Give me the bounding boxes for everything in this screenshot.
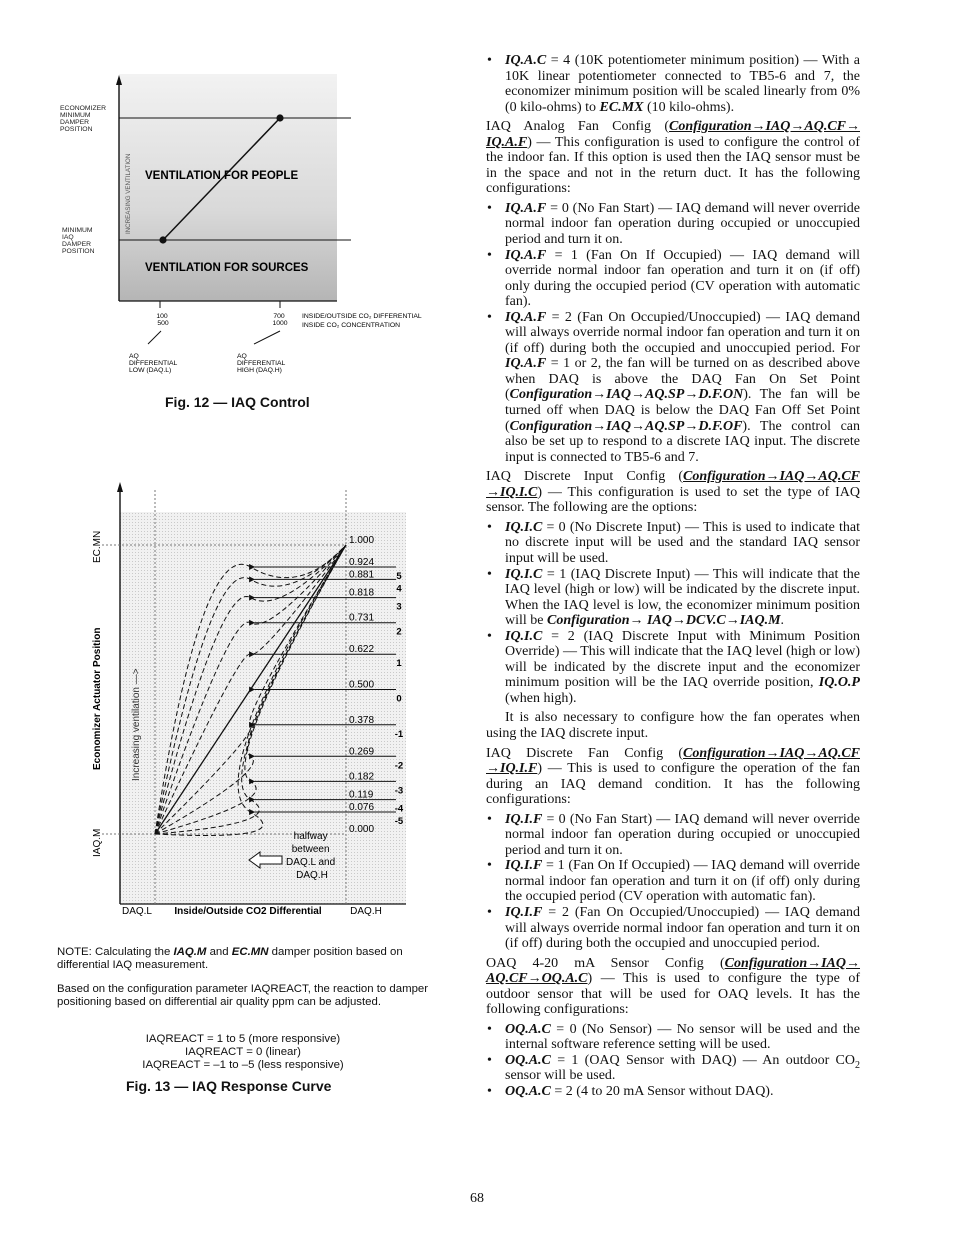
fig13-ecmn-label: EC.MN bbox=[92, 530, 103, 563]
fig13-x-title: Inside/Outside CO2 Differential bbox=[174, 906, 322, 917]
iaqreact-label-3: 3 bbox=[396, 601, 402, 613]
tick-label-6: 0.500 bbox=[349, 679, 375, 691]
tick-label-1: 0.924 bbox=[349, 556, 375, 568]
note-text-c: and bbox=[206, 946, 232, 958]
heading-iaq-analog-fan: IAQ Analog Fan Config (Configuration→IAQ→AQ.CF→ IQ.A.F) — This configuration is used to configure the control of the indoor fan. If this option is used then the IAQ sensor must be in the space and not in the return duct. It has the following configurations: bbox=[486, 119, 860, 197]
tick-label-12: 0.000 bbox=[349, 824, 375, 835]
iaqreact-label-0: 0 bbox=[396, 693, 402, 705]
tick-label-9: 0.182 bbox=[349, 771, 375, 783]
fig13-increasing-ventilation: Increasing ventilation —> bbox=[131, 668, 142, 781]
tick-label-2: 0.881 bbox=[349, 569, 375, 581]
list-iqac bbox=[486, 53, 860, 115]
list-iqaf bbox=[486, 201, 860, 465]
fig12-x-label: INSIDE/OUTSIDE CO₂ DIFFERENTIAL INSIDE CO₂ CONCENTRATION bbox=[302, 313, 422, 329]
fig12-tick-low-label: 100 500 bbox=[156, 313, 169, 327]
list-oqac bbox=[486, 1022, 860, 1100]
paragraph-fan-note: It is also necessary to configure how the fan operates when using the IAQ discrete input. bbox=[486, 710, 860, 741]
list-item-oqac-0: • OQ.A.C = 0 (No Sensor) — No sensor will be used and the internal software reference setting will be used. bbox=[486, 1022, 860, 1053]
fig13-iaqm-label: IAQ.M bbox=[92, 828, 103, 857]
list-item-oqac-1: • OQ.A.C = 1 (OAQ Sensor with DAQ) — An outdoor $CO_2$ sensor will be used. bbox=[486, 1053, 860, 1084]
iaqreact-label-2: 2 bbox=[396, 626, 402, 638]
list-item-oqac-2: • OQ.A.C = 2 (4 to 20 mA Sensor without DAQ). bbox=[486, 1084, 860, 1100]
list-item-iqac-4: • IQ.A.C = 4 (10K potentiometer minimum position) — With a 10K linear potentiometer connected to TB5-6 and 7, the economizer minimum position will be scaled linearly from 0% (0 kilo-ohms) to EC.MX (10 kilo-ohms). bbox=[486, 53, 860, 115]
tick-label-11: 0.076 bbox=[349, 802, 375, 814]
iaqreact-line-2: IAQREACT = 0 (linear) bbox=[185, 1046, 301, 1058]
list-item-iqic-1: • IQ.I.C = 1 (IAQ Discrete Input) — This will indicate that the IAQ level (high or low) will be indicated by the discrete input. When the IAQ level is low, the economizer minimum position will be Configuration→ IAQ→DCV.C→IAQ.M. bbox=[486, 567, 860, 629]
list-item-iqaf-1: • IQ.A.F = 1 (Fan On If Occupied) — IAQ demand will override normal indoor fan operation and turn it on (if off) only during the occupied period (CV operation with automatic fan). bbox=[486, 248, 860, 310]
heading-iaq-discrete-input: IAQ Discrete Input Config (Configuration→IAQ→AQ.CF →IQ.I.C) — This configuration is used to set the type of IAQ sensor. The following are the options: bbox=[486, 469, 860, 516]
note-text-e: damper position based on differential IAQ measurement. bbox=[57, 946, 403, 971]
fig12-tick-high-label: 700 1000 bbox=[272, 313, 288, 327]
iaqreact-line-1: IAQREACT = 1 to 5 (more responsive) bbox=[145, 1033, 341, 1045]
fig12-people-label: VENTILATION FOR PEOPLE bbox=[145, 170, 299, 182]
list-item-iqaf-2: • IQ.A.F = 2 (Fan On Occupied/Unoccupied) — IAQ demand will always override normal indoor fan operation and turn it on (if off) during both the occupied and unoccupied period. For IQ.A.F = 1 or 2, the fan will be turned on as described above when DAQ is above the DAQ Fan On Set Point (Configuration→IAQ→AQ.SP→D.F.ON). The fan will be turned off when DAQ is below the DAQ Fan Off Set Point (Configuration→IAQ→AQ.SP→D.F.OF). The control can also be set up to respond to a discrete IAQ input. The discrete input is connected to TB5-6 and 7. bbox=[486, 310, 860, 465]
fig13-y-arrow bbox=[117, 482, 123, 492]
tick-label-8: 0.269 bbox=[349, 746, 375, 758]
iaqreact-label--4: -4 bbox=[394, 803, 404, 815]
fig13-caption: Fig. 13 — IAQ Response Curve bbox=[126, 1078, 332, 1094]
iaqreact-label--3: -3 bbox=[394, 785, 404, 797]
list-item-iqif-1: • IQ.I.F = 1 (Fan On If Occupied) — IAQ demand will override normal indoor fan operation and turn it on (if off) only during the occupied period (CV operation with automatic fan). bbox=[486, 858, 860, 905]
fig13-note bbox=[57, 946, 429, 971]
heading-oaq-sensor: OAQ 4-20 mA Sensor Config (Configuration→IAQ→ AQ.CF→OQ.A.C) — This is used to configure the type of outdoor sensor that will be used for OAQ levels. It has the following configurations: bbox=[486, 955, 860, 1018]
tick-label-10: 0.119 bbox=[349, 789, 374, 801]
fig13-y-axis-title: Economizer Actuator Position bbox=[92, 627, 103, 770]
fig12-daq-high-label: AQ DIFFERENTIAL HIGH (DAQ.H) bbox=[237, 353, 286, 374]
list-item-iqaf-0: • IQ.A.F = 0 (No Fan Start) — IAQ demand will never override normal indoor fan operation during occupied or unoccupied period and turn it on. bbox=[486, 201, 860, 248]
iaqreact-label--5: -5 bbox=[394, 816, 404, 828]
tick-label-5: 0.622 bbox=[349, 644, 375, 656]
fig13-daql-label: DAQ.L bbox=[121, 906, 153, 917]
list-item-iqic-0: • IQ.I.C = 0 (No Discrete Input) — This is used to indicate that no discrete input will be used and the standard IAQ sensor input will be used. bbox=[486, 520, 860, 567]
tick-label-4: 0.731 bbox=[349, 612, 375, 624]
page-number: 68 bbox=[470, 1191, 484, 1206]
fig13-halfway-note: halfway between DAQ.L and DAQ.H bbox=[286, 831, 336, 881]
tick-label-3: 0.818 bbox=[349, 587, 375, 599]
tick-label-7: 0.378 bbox=[349, 714, 375, 726]
iaqreact-line-3: IAQREACT = –1 to –5 (less responsive) bbox=[142, 1059, 344, 1071]
list-item-iqif-0: • IQ.I.F = 0 (No Fan Start) — IAQ demand will never override normal indoor fan operation during occupied or unoccupied period and turn it on. bbox=[486, 812, 860, 859]
note-text-a: NOTE: Calculating the bbox=[57, 946, 174, 958]
fig13-note-iaqreact: Based on the configuration parameter IAQREACT, the reaction to damper positioning based on differential air quality ppm can be adjusted. bbox=[57, 983, 429, 1008]
list-iqic bbox=[486, 520, 860, 707]
note-ecmn: EC.MN bbox=[231, 946, 269, 958]
fig12-top-label: ECONOMIZER MINIMUM DAMPER POSITION bbox=[60, 105, 107, 133]
iaqreact-label--2: -2 bbox=[394, 760, 404, 772]
list-iqif bbox=[486, 812, 860, 952]
fig12-caption: Fig. 12 — IAQ Control bbox=[165, 394, 310, 410]
iaqreact-label-4: 4 bbox=[396, 583, 402, 595]
right-column-text bbox=[486, 53, 860, 1104]
heading-iaq-discrete-fan: IAQ Discrete Fan Config (Configuration→IAQ→AQ.CF →IQ.I.F) — This is used to configure the operation of the fan during an IAQ demand condition. It has the following configurations: bbox=[486, 745, 860, 808]
list-item-iqic-2: • IQ.I.C = 2 (IAQ Discrete Input with Minimum Position Override) — This will indicate that the IAQ level (high or low) will be indicated by the discrete input and the economizer minimum position will be the IAQ override position, IQ.O.P (when high). bbox=[486, 629, 860, 707]
fig13-daqh-label: DAQ.H bbox=[350, 906, 382, 917]
iaqreact-label--1: -1 bbox=[394, 728, 404, 740]
iaqreact-label-5: 5 bbox=[396, 570, 402, 582]
tick-label-0: 1.000 bbox=[349, 535, 375, 546]
fig12-vertical-axis-text: INCREASING VENTILATION bbox=[125, 153, 132, 234]
note-iaqm: IAQ.M bbox=[173, 946, 207, 958]
iaqreact-label-1: 1 bbox=[396, 658, 402, 670]
fig12-daq-low-label: AQ DIFFERENTIAL LOW (DAQ.L) bbox=[129, 353, 178, 374]
list-item-iqif-2: • IQ.I.F = 2 (Fan On Occupied/Unoccupied) — IAQ demand will always override normal indoor fan operation and turn it on (if off) during both the occupied and unoccupied period. bbox=[486, 905, 860, 952]
fig12-bottom-label: MINIMUM IAQ DAMPER POSITION bbox=[62, 227, 95, 255]
fig12-sources-label: VENTILATION FOR SOURCES bbox=[145, 262, 309, 274]
